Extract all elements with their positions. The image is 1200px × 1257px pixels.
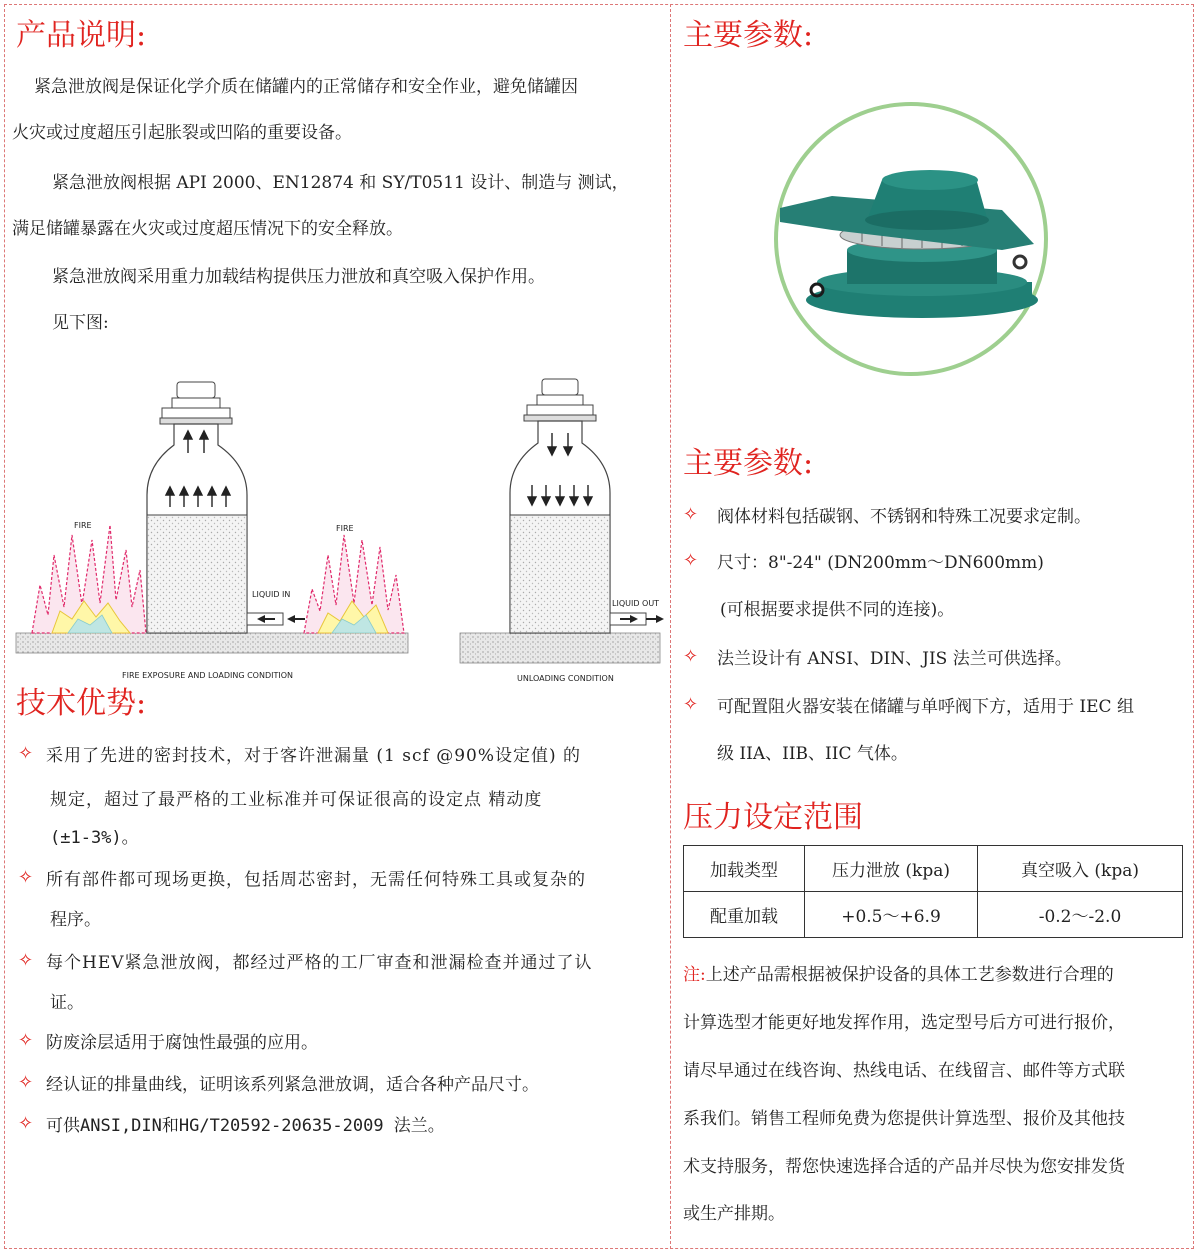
bullet-star-icon: ✧ <box>18 743 34 764</box>
fire-label-2: FIRE <box>336 524 354 533</box>
bullet-star-icon: ✧ <box>18 950 34 971</box>
bullet-star-icon: ✧ <box>18 1072 34 1093</box>
liquid-in-label: LIQUID IN <box>252 590 291 599</box>
desc-line-3: 紧急泄放阀根据 API 2000、EN12874 和 SY/T0511 设计、制造与 测试， <box>52 173 629 193</box>
note-line-6: 或生产排期。 <box>683 1204 785 1224</box>
note-line-2: 计算选型才能更好地发挥作用，选定型号后方可进行报价， <box>683 1013 1125 1033</box>
desc-line-5: 紧急泄放阀采用重力加载结构提供压力泄放和真空吸入保护作用。 <box>52 267 545 287</box>
valve-operation-diagram <box>12 375 667 690</box>
advantages-title: 技术优势: <box>16 686 147 721</box>
desc-line-6: 见下图: <box>52 313 109 333</box>
product-description-title: 产品说明: <box>16 18 147 53</box>
note-line-3: 请尽早通过在线咨询、热线电话、在线留言、邮件等方式联 <box>683 1061 1125 1081</box>
bullet-star-icon: ✧ <box>683 550 699 571</box>
fire-left-1 <box>32 525 146 633</box>
desc-line-1: 紧急泄放阀是保证化学介质在储罐内的正常储存和安全作业，避免储罐因 <box>34 77 578 97</box>
ground-right <box>460 633 660 663</box>
note-line-5: 术支持服务，帮您快速选择合适的产品并尽快为您安排发货 <box>683 1157 1125 1177</box>
tank-right <box>510 379 664 633</box>
column-divider <box>670 4 671 1249</box>
desc-line-2: 火灾或过度超压引起胀裂或凹陷的重要设备。 <box>12 123 352 143</box>
cell-pressure-relief: +0.5～+6.9 <box>805 892 978 938</box>
bullet-star-icon: ✧ <box>683 646 699 667</box>
main-params-title: 主要参数: <box>683 446 814 481</box>
advantage-item-1-cont2: (±1-3%)。 <box>50 828 139 848</box>
header-load-type: 加载类型 <box>684 846 805 892</box>
advantage-item-3-cont: 证。 <box>50 993 84 1013</box>
caption-left: FIRE EXPOSURE AND LOADING CONDITION <box>122 671 293 680</box>
note-line-1: 注:上述产品需根据被保护设备的具体工艺参数进行合理的 <box>683 965 1114 985</box>
valve-product-photo <box>772 100 1050 378</box>
ground-left <box>16 633 408 653</box>
cell-load-type: 配重加载 <box>684 892 805 938</box>
cell-vacuum-intake: -0.2～-2.0 <box>978 892 1183 938</box>
main-params-title-top: 主要参数: <box>683 18 814 53</box>
fire-label-1: FIRE <box>74 521 92 530</box>
liquid-out-label: LIQUID OUT <box>612 599 660 608</box>
desc-line-4: 满足储罐暴露在火灾或过度超压情况下的安全释放。 <box>12 219 403 239</box>
bullet-star-icon: ✧ <box>683 504 699 525</box>
param-item-2-cont: (可根据要求提供不同的连接)。 <box>720 600 955 620</box>
table-row <box>684 892 1183 938</box>
bullet-star-icon: ✧ <box>18 867 34 888</box>
bullet-star-icon: ✧ <box>683 694 699 715</box>
header-pressure-relief: 压力泄放 (kpa) <box>805 846 978 892</box>
note-label: 注: <box>683 965 706 985</box>
header-vacuum-intake: 真空吸入 (kpa) <box>978 846 1183 892</box>
bullet-star-icon: ✧ <box>18 1113 34 1134</box>
bullet-star-icon: ✧ <box>18 1030 34 1051</box>
note-line-4: 系我们。销售工程师免费为您提供计算选型、报价及其他技 <box>683 1109 1125 1129</box>
table-header-row <box>684 846 1183 892</box>
pressure-table <box>683 845 1183 938</box>
caption-right: UNLOADING CONDITION <box>517 674 614 683</box>
pressure-range-title: 压力设定范围 <box>683 800 863 835</box>
advantage-item-2-cont: 程序。 <box>50 910 101 930</box>
param-item-4-cont: 级 IIA、IIB、IIC 气体。 <box>717 744 908 764</box>
advantage-item-1-cont: 规定，超过了最严格的工业标准并可保证很高的设定点 精动度 <box>50 790 543 810</box>
fire-left-2 <box>304 535 404 633</box>
